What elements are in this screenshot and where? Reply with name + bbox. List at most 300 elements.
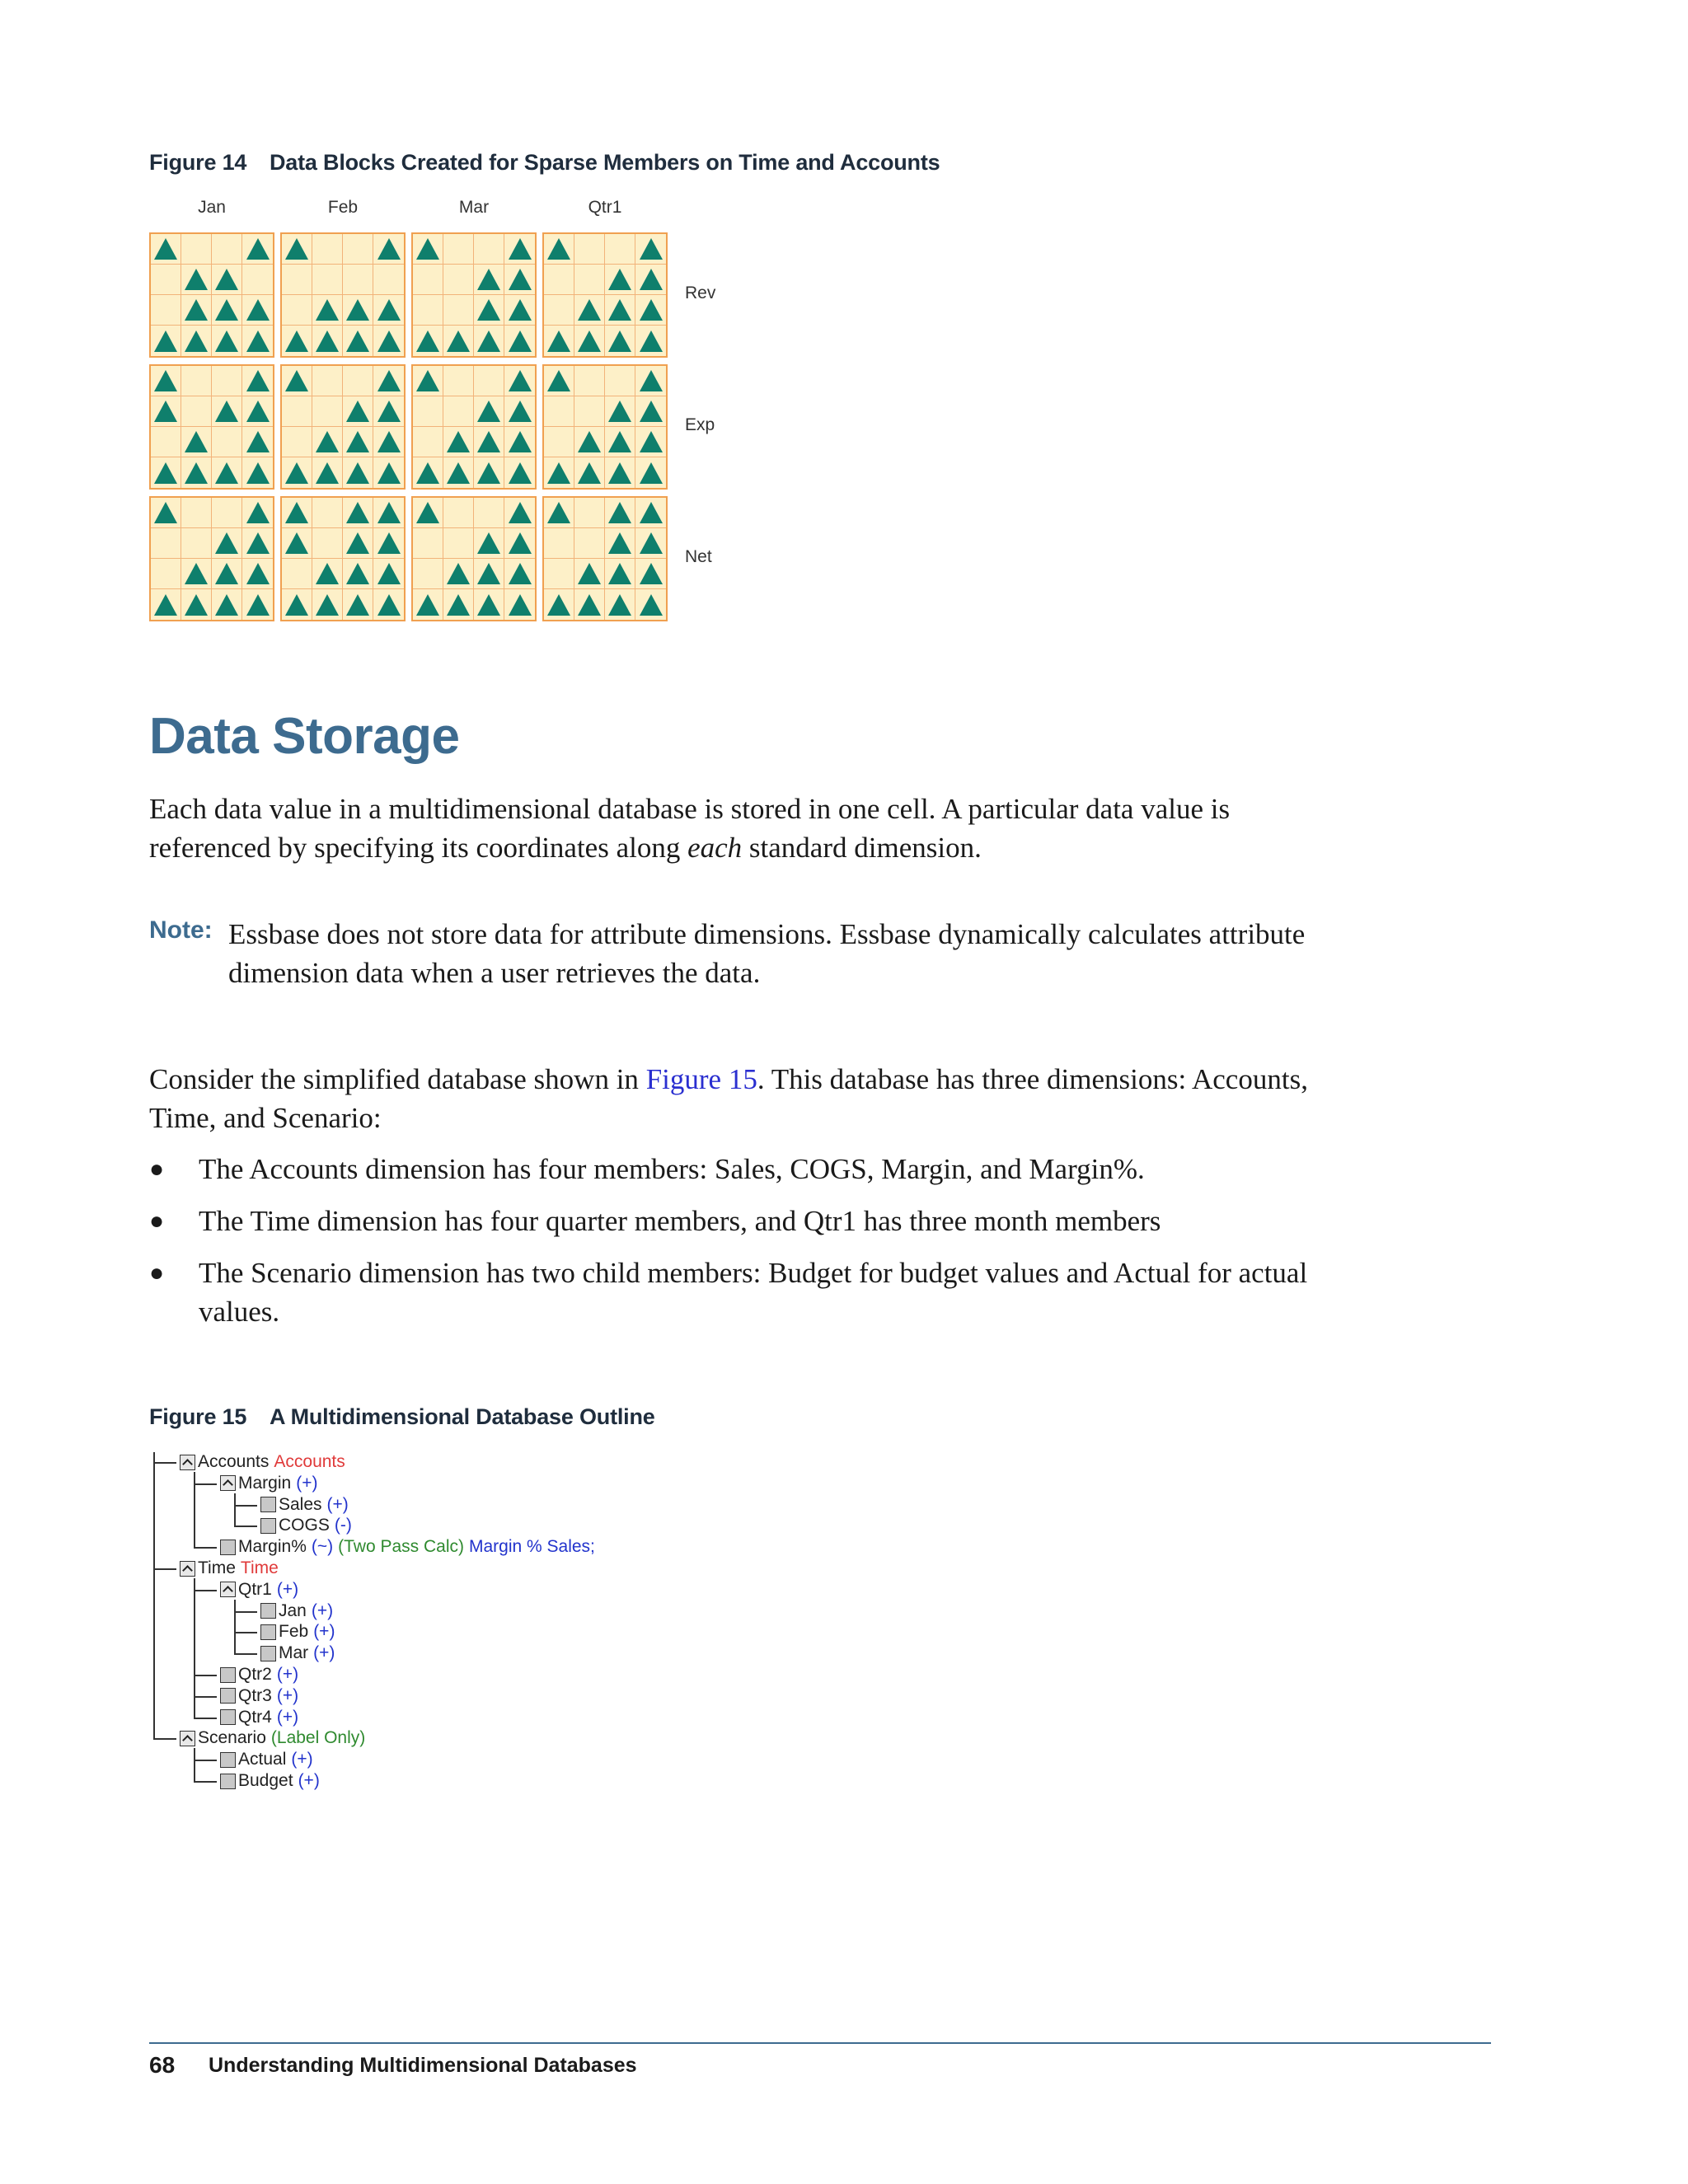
collapse-toggle-icon[interactable]	[180, 1561, 195, 1577]
green-triangle-icon	[346, 330, 369, 352]
block-cell	[413, 326, 443, 356]
footer-chapter-title: Understanding Multidimensional Databases	[209, 2054, 637, 2077]
block-cell	[474, 326, 504, 356]
block-cell	[242, 396, 273, 427]
block-cell	[605, 326, 635, 356]
green-triangle-icon	[509, 594, 532, 616]
green-triangle-icon	[346, 594, 369, 616]
block-cell	[242, 427, 273, 457]
member-name: Budget	[238, 1771, 293, 1790]
green-triangle-icon	[185, 594, 208, 616]
green-triangle-icon	[154, 238, 177, 260]
outline-member-margin[interactable]	[220, 1474, 317, 1493]
block-cell	[474, 498, 504, 528]
block-cell	[635, 427, 666, 457]
block-cell	[242, 295, 273, 326]
green-triangle-icon	[477, 594, 500, 616]
block-cell	[574, 589, 605, 620]
outline-member-sales[interactable]	[260, 1495, 349, 1515]
green-triangle-icon	[154, 462, 177, 484]
member-box-icon	[220, 1774, 236, 1789]
block-cell	[181, 589, 212, 620]
member-box-icon	[220, 1667, 236, 1683]
green-triangle-icon	[246, 330, 270, 352]
tree-connector	[194, 1781, 217, 1783]
green-triangle-icon	[215, 594, 238, 616]
block-cell	[282, 498, 312, 528]
column-label-qtr1: Qtr1	[588, 198, 622, 217]
block-cell	[574, 559, 605, 589]
member-name: Mar	[279, 1643, 309, 1663]
block-cell	[373, 234, 404, 265]
green-triangle-icon	[316, 594, 339, 616]
green-triangle-icon	[377, 370, 401, 391]
block-cell	[181, 457, 212, 488]
member-box-icon	[220, 1752, 236, 1768]
block-cell	[443, 366, 474, 396]
block-cell	[373, 589, 404, 620]
member-name: COGS	[279, 1516, 330, 1535]
block-cell	[242, 528, 273, 559]
note-text: Essbase does not store data for attribute dimensions. Essbase dynamically calculates attribute dimension data when a user retrieves the data.	[228, 918, 1306, 989]
block-cell	[282, 295, 312, 326]
block-cell	[373, 559, 404, 589]
block-cell	[635, 295, 666, 326]
green-triangle-icon	[578, 594, 601, 616]
block-cell	[504, 498, 535, 528]
block-cell	[413, 498, 443, 528]
green-triangle-icon	[477, 462, 500, 484]
green-triangle-icon	[285, 370, 308, 391]
outline-member-margin-[interactable]	[220, 1537, 595, 1557]
block-cell	[373, 326, 404, 356]
collapse-toggle-icon[interactable]	[180, 1731, 195, 1746]
block-cell	[212, 234, 242, 265]
data-block-net-jan	[149, 496, 274, 621]
green-triangle-icon	[447, 431, 470, 452]
green-triangle-icon	[608, 431, 631, 452]
green-triangle-icon	[640, 431, 663, 452]
block-cell	[282, 528, 312, 559]
green-triangle-icon	[416, 502, 439, 523]
data-block-rev-feb	[280, 232, 406, 358]
paragraph-text-end: standard dimension.	[742, 832, 982, 864]
block-cell	[282, 559, 312, 589]
block-cell	[474, 265, 504, 295]
block-cell	[181, 427, 212, 457]
member-property: Time	[240, 1558, 279, 1577]
green-triangle-icon	[316, 462, 339, 484]
outline-member-qtr4[interactable]	[220, 1708, 298, 1727]
block-cell	[574, 427, 605, 457]
green-triangle-icon	[316, 563, 339, 584]
block-cell	[574, 265, 605, 295]
member-name: Feb	[279, 1622, 309, 1642]
member-property: (+)	[276, 1707, 299, 1727]
tree-connector	[234, 1600, 236, 1653]
member-name: Sales	[279, 1494, 322, 1514]
green-triangle-icon	[377, 462, 401, 484]
block-cell	[443, 234, 474, 265]
block-cell	[151, 427, 181, 457]
member-property: (+)	[311, 1601, 334, 1620]
paragraph-emphasis: each	[687, 832, 743, 864]
data-block-exp-qtr1	[542, 364, 668, 490]
green-triangle-icon	[377, 563, 401, 584]
green-triangle-icon	[246, 563, 270, 584]
block-cell	[212, 498, 242, 528]
green-triangle-icon	[215, 330, 238, 352]
block-cell	[282, 427, 312, 457]
green-triangle-icon	[215, 532, 238, 554]
collapse-toggle-icon[interactable]	[180, 1455, 195, 1470]
block-cell	[151, 295, 181, 326]
block-cell	[544, 498, 574, 528]
outline-member-budget[interactable]	[220, 1771, 320, 1791]
tree-connector	[234, 1611, 257, 1613]
green-triangle-icon	[509, 563, 532, 584]
block-cell	[635, 457, 666, 488]
green-triangle-icon	[285, 594, 308, 616]
green-triangle-icon	[509, 462, 532, 484]
member-box-icon	[220, 1688, 236, 1704]
block-cell	[373, 427, 404, 457]
green-triangle-icon	[246, 502, 270, 523]
green-triangle-icon	[640, 299, 663, 321]
green-triangle-icon	[640, 401, 663, 422]
block-cell	[443, 396, 474, 427]
bullet-icon: ●	[149, 1155, 165, 1183]
collapse-toggle-icon[interactable]	[220, 1582, 236, 1597]
green-triangle-icon	[377, 431, 401, 452]
block-cell	[181, 528, 212, 559]
green-triangle-icon	[509, 269, 532, 290]
outline-member-time[interactable]	[180, 1558, 279, 1578]
green-triangle-icon	[346, 401, 369, 422]
green-triangle-icon	[154, 370, 177, 391]
data-block-rev-qtr1	[542, 232, 668, 358]
list-item	[149, 1202, 1369, 1240]
member-name: Qtr4	[238, 1707, 272, 1727]
green-triangle-icon	[608, 563, 631, 584]
block-cell	[544, 295, 574, 326]
row-label-exp: Exp	[685, 415, 715, 434]
block-cell	[605, 265, 635, 295]
block-cell	[282, 326, 312, 356]
block-cell	[443, 457, 474, 488]
green-triangle-icon	[477, 330, 500, 352]
green-triangle-icon	[578, 563, 601, 584]
green-triangle-icon	[416, 462, 439, 484]
paragraph-consider	[149, 1060, 1336, 1137]
member-name: Qtr2	[238, 1665, 272, 1684]
green-triangle-icon	[185, 431, 208, 452]
block-cell	[635, 326, 666, 356]
green-triangle-icon	[477, 563, 500, 584]
member-name: Jan	[279, 1601, 307, 1620]
block-cell	[635, 559, 666, 589]
block-cell	[312, 559, 343, 589]
outline-member-qtr2[interactable]	[220, 1665, 298, 1685]
member-name: Actual	[238, 1750, 287, 1769]
block-cell	[212, 559, 242, 589]
green-triangle-icon	[377, 330, 401, 352]
block-cell	[151, 498, 181, 528]
green-triangle-icon	[640, 502, 663, 523]
member-property: (+)	[298, 1771, 320, 1790]
green-triangle-icon	[509, 238, 532, 260]
block-cell	[343, 528, 373, 559]
member-box-icon	[260, 1497, 276, 1512]
block-cell	[343, 457, 373, 488]
member-box-icon	[260, 1624, 276, 1640]
green-triangle-icon	[285, 330, 308, 352]
list-item	[149, 1150, 1369, 1188]
green-triangle-icon	[377, 594, 401, 616]
outline-member-qtr3[interactable]	[220, 1686, 298, 1706]
green-triangle-icon	[608, 502, 631, 523]
green-triangle-icon	[346, 563, 369, 584]
block-cell	[282, 265, 312, 295]
tree-connector	[194, 1547, 217, 1549]
section-heading: Data Storage	[149, 708, 460, 765]
green-triangle-icon	[185, 269, 208, 290]
block-cell	[312, 396, 343, 427]
member-box-icon	[220, 1709, 236, 1725]
green-triangle-icon	[246, 401, 270, 422]
green-triangle-icon	[316, 431, 339, 452]
block-cell	[544, 457, 574, 488]
data-block-exp-feb	[280, 364, 406, 490]
block-cell	[605, 234, 635, 265]
member-name: Scenario	[198, 1728, 266, 1748]
green-triangle-icon	[416, 238, 439, 260]
member-name: Accounts	[198, 1452, 270, 1471]
block-cell	[242, 498, 273, 528]
member-box-icon	[260, 1603, 276, 1619]
member-property: (+)	[326, 1494, 349, 1514]
block-cell	[312, 528, 343, 559]
block-cell	[504, 528, 535, 559]
block-cell	[413, 589, 443, 620]
block-cell	[282, 234, 312, 265]
block-cell	[605, 528, 635, 559]
block-cell	[504, 295, 535, 326]
block-cell	[635, 589, 666, 620]
green-triangle-icon	[509, 431, 532, 452]
green-triangle-icon	[578, 299, 601, 321]
green-triangle-icon	[377, 502, 401, 523]
block-cell	[181, 396, 212, 427]
green-triangle-icon	[547, 502, 570, 523]
green-triangle-icon	[578, 462, 601, 484]
block-cell	[574, 457, 605, 488]
outline-member-cogs[interactable]	[260, 1516, 352, 1535]
block-cell	[544, 265, 574, 295]
green-triangle-icon	[377, 532, 401, 554]
block-cell	[151, 589, 181, 620]
block-cell	[181, 366, 212, 396]
block-cell	[574, 366, 605, 396]
block-cell	[574, 326, 605, 356]
outline-member-actual[interactable]	[220, 1750, 313, 1769]
green-triangle-icon	[640, 269, 663, 290]
block-cell	[181, 326, 212, 356]
list-item-text: The Scenario dimension has two child members: Budget for budget values and Actual for actual values.	[199, 1257, 1308, 1328]
outline-member-accounts[interactable]	[180, 1452, 345, 1472]
block-cell	[504, 366, 535, 396]
tree-connector	[194, 1760, 217, 1761]
block-cell	[343, 559, 373, 589]
block-cell	[373, 265, 404, 295]
block-cell	[312, 457, 343, 488]
tree-connector	[194, 1718, 217, 1719]
block-cell	[544, 589, 574, 620]
block-cell	[151, 528, 181, 559]
block-cell	[474, 234, 504, 265]
green-triangle-icon	[509, 299, 532, 321]
collapse-toggle-icon[interactable]	[220, 1475, 236, 1491]
column-label-jan: Jan	[198, 198, 226, 217]
green-triangle-icon	[246, 299, 270, 321]
green-triangle-icon	[246, 238, 270, 260]
paragraph-data-storage	[149, 790, 1336, 867]
block-cell	[181, 295, 212, 326]
block-cell	[413, 396, 443, 427]
block-cell	[443, 295, 474, 326]
green-triangle-icon	[509, 532, 532, 554]
block-cell	[242, 326, 273, 356]
tree-connector	[234, 1505, 257, 1507]
member-property: (Label Only)	[270, 1728, 366, 1748]
block-cell	[413, 427, 443, 457]
green-triangle-icon	[285, 532, 308, 554]
green-triangle-icon	[608, 532, 631, 554]
block-cell	[212, 457, 242, 488]
block-cell	[605, 589, 635, 620]
outline-member-jan[interactable]	[260, 1601, 333, 1621]
block-cell	[312, 366, 343, 396]
green-triangle-icon	[640, 238, 663, 260]
block-cell	[373, 295, 404, 326]
data-block-rev-mar	[411, 232, 537, 358]
green-triangle-icon	[608, 330, 631, 352]
block-cell	[343, 295, 373, 326]
green-triangle-icon	[285, 462, 308, 484]
green-triangle-icon	[608, 462, 631, 484]
data-block-rev-jan	[149, 232, 274, 358]
block-cell	[504, 457, 535, 488]
data-block-exp-mar	[411, 364, 537, 490]
member-name: Qtr3	[238, 1685, 272, 1705]
block-cell	[242, 234, 273, 265]
green-triangle-icon	[509, 502, 532, 523]
outline-member-mar[interactable]	[260, 1643, 335, 1663]
paragraph-consider-start: Consider the simplified database shown in	[149, 1063, 646, 1095]
green-triangle-icon	[185, 563, 208, 584]
member-property: Accounts	[274, 1452, 345, 1471]
green-triangle-icon	[447, 563, 470, 584]
block-cell	[504, 326, 535, 356]
figure-15-link[interactable]: Figure 15	[645, 1063, 757, 1095]
figure-15-title: A Multidimensional Database Outline	[270, 1404, 655, 1429]
green-triangle-icon	[154, 401, 177, 422]
block-cell	[635, 234, 666, 265]
paragraph-text-start: Each data value in a multidimensional database is stored in one cell. A particular data value is referenced by specifying its coordinates along	[149, 793, 1231, 864]
member-property: (Two Pass Calc)	[338, 1537, 464, 1557]
block-cell	[413, 366, 443, 396]
figure-14-number: Figure 14	[149, 150, 247, 175]
block-cell	[635, 396, 666, 427]
row-label-rev: Rev	[685, 284, 716, 302]
block-cell	[212, 528, 242, 559]
outline-member-feb[interactable]	[260, 1622, 335, 1642]
block-cell	[212, 366, 242, 396]
outline-member-scenario[interactable]	[180, 1728, 365, 1748]
tree-connector	[234, 1493, 236, 1526]
member-property: (+)	[291, 1750, 313, 1769]
block-cell	[212, 265, 242, 295]
block-cell	[443, 265, 474, 295]
block-cell	[151, 396, 181, 427]
green-triangle-icon	[608, 401, 631, 422]
green-triangle-icon	[154, 594, 177, 616]
green-triangle-icon	[346, 462, 369, 484]
block-cell	[413, 265, 443, 295]
green-triangle-icon	[547, 238, 570, 260]
block-cell	[413, 234, 443, 265]
block-cell	[242, 366, 273, 396]
block-cell	[544, 396, 574, 427]
figure-14-data-blocks	[149, 198, 776, 626]
block-cell	[443, 498, 474, 528]
member-property: (+)	[276, 1579, 299, 1599]
green-triangle-icon	[509, 401, 532, 422]
block-cell	[212, 396, 242, 427]
block-cell	[343, 396, 373, 427]
green-triangle-icon	[185, 330, 208, 352]
data-block-exp-jan	[149, 364, 274, 490]
block-cell	[605, 396, 635, 427]
paragraph-consider-end: . This database has three dimensions: Accounts, Time, and Scenario:	[149, 1063, 1308, 1134]
member-box-icon	[260, 1646, 276, 1661]
block-cell	[544, 366, 574, 396]
block-cell	[242, 265, 273, 295]
block-cell	[413, 457, 443, 488]
member-property: (+)	[313, 1643, 335, 1663]
block-cell	[544, 427, 574, 457]
green-triangle-icon	[547, 462, 570, 484]
tree-connector	[194, 1578, 195, 1718]
member-box-icon	[260, 1518, 276, 1534]
dimension-bullet-list	[149, 1150, 1369, 1344]
outline-member-qtr1[interactable]	[220, 1580, 298, 1600]
bullet-icon: ●	[149, 1259, 165, 1286]
list-item-text: The Accounts dimension has four members: Sales, COGS, Margin, and Margin%.	[199, 1153, 1145, 1185]
block-cell	[282, 457, 312, 488]
green-triangle-icon	[477, 532, 500, 554]
green-triangle-icon	[547, 594, 570, 616]
green-triangle-icon	[316, 299, 339, 321]
block-cell	[443, 559, 474, 589]
green-triangle-icon	[640, 462, 663, 484]
green-triangle-icon	[316, 330, 339, 352]
green-triangle-icon	[346, 502, 369, 523]
green-triangle-icon	[477, 401, 500, 422]
green-triangle-icon	[246, 532, 270, 554]
bullet-icon: ●	[149, 1207, 165, 1235]
green-triangle-icon	[346, 431, 369, 452]
